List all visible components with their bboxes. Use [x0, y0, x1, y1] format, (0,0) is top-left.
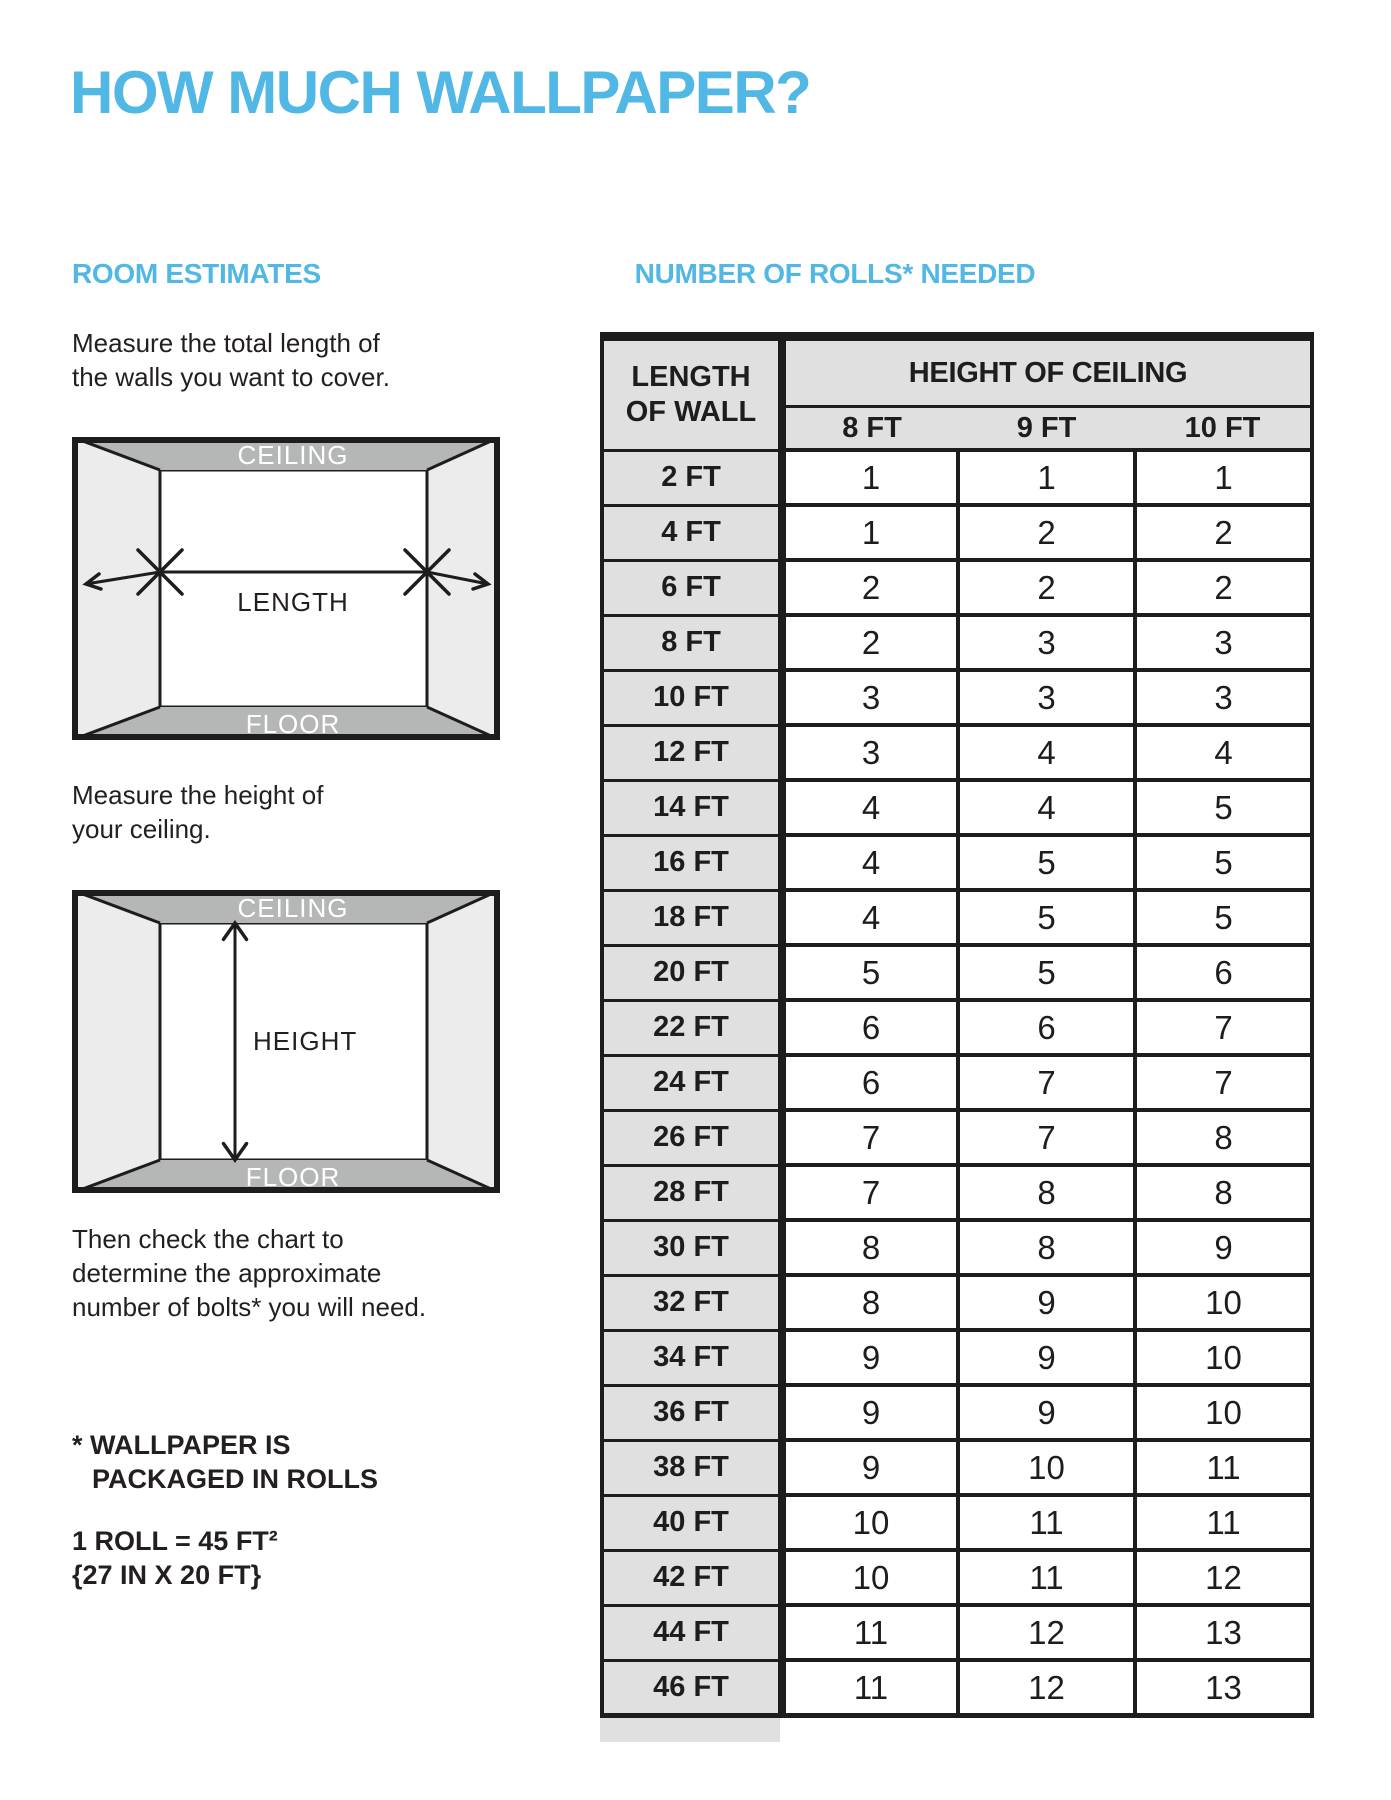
wall-length-cell: 20 FT	[602, 945, 782, 1000]
rolls-count-cell: 2	[958, 505, 1135, 560]
wall-length-cell: 22 FT	[602, 1000, 782, 1055]
rolls-count-cell: 4	[782, 890, 958, 945]
rolls-count-cell: 5	[958, 835, 1135, 890]
table-row	[602, 1495, 1312, 1550]
table-row	[602, 670, 1312, 725]
page-title: HOW MUCH WALLPAPER?	[70, 59, 811, 126]
step2-text	[72, 778, 324, 846]
table-row	[602, 835, 1312, 890]
rolls-count-cell: 3	[958, 615, 1135, 670]
rolls-count-cell: 9	[1135, 1220, 1312, 1275]
table-row	[602, 505, 1312, 560]
step2-line2: your ceiling.	[72, 814, 211, 844]
rolls-count-cell: 4	[958, 725, 1135, 780]
rolls-count-cell: 3	[782, 725, 958, 780]
rolls-count-cell: 13	[1135, 1660, 1312, 1716]
rolls-count-cell: 11	[1135, 1440, 1312, 1495]
rolls-count-cell: 11	[1135, 1495, 1312, 1550]
rolls-count-cell: 10	[782, 1550, 958, 1605]
rolls-table-container	[600, 332, 1310, 1742]
rolls-count-cell: 10	[1135, 1330, 1312, 1385]
rolls-count-cell: 10	[1135, 1385, 1312, 1440]
row-header-column-stub	[600, 1718, 780, 1742]
rolls-count-cell: 5	[1135, 780, 1312, 835]
wall-length-cell: 28 FT	[602, 1165, 782, 1220]
wall-length-cell: 40 FT	[602, 1495, 782, 1550]
row-header-cell	[602, 337, 782, 451]
right-wall	[427, 890, 500, 1193]
wall-length-cell: 30 FT	[602, 1220, 782, 1275]
table-row	[602, 1220, 1312, 1275]
step3-line3: number of bolts* you will need.	[72, 1292, 427, 1322]
wall-length-cell: 34 FT	[602, 1330, 782, 1385]
wall-length-cell: 44 FT	[602, 1605, 782, 1660]
rolls-count-cell: 7	[782, 1165, 958, 1220]
table-row	[602, 1605, 1312, 1660]
wall-length-cell: 18 FT	[602, 890, 782, 945]
rolls-count-cell: 10	[782, 1495, 958, 1550]
rolls-count-cell: 5	[782, 945, 958, 1000]
rolls-count-cell: 3	[1135, 670, 1312, 725]
rolls-count-cell: 5	[958, 890, 1135, 945]
ceiling-label: CEILING	[237, 893, 349, 923]
rolls-count-cell: 8	[958, 1220, 1135, 1275]
rolls-count-cell: 2	[1135, 505, 1312, 560]
rolls-count-cell: 1	[782, 450, 958, 505]
step3-text	[72, 1222, 426, 1324]
height-arrow	[224, 923, 247, 1160]
table-row	[602, 1165, 1312, 1220]
table-row	[602, 1055, 1312, 1110]
table-row	[602, 1550, 1312, 1605]
step1-line1: Measure the total length of	[72, 328, 380, 358]
table-row	[602, 1440, 1312, 1495]
rolls-count-cell: 10	[958, 1440, 1135, 1495]
rolls-count-cell: 7	[958, 1055, 1135, 1110]
rolls-count-cell: 8	[958, 1165, 1135, 1220]
wall-length-cell: 6 FT	[602, 560, 782, 615]
row-header-line1: LENGTH	[631, 360, 751, 393]
rolls-count-cell: 3	[958, 670, 1135, 725]
floor-label: FLOOR	[245, 1162, 341, 1192]
height-label: HEIGHT	[253, 1026, 358, 1056]
room-estimates-heading: ROOM ESTIMATES	[72, 258, 321, 289]
rolls-count-cell: 11	[958, 1495, 1135, 1550]
length-diagram	[72, 437, 500, 740]
table-row	[602, 450, 1312, 505]
table-row	[602, 1385, 1312, 1440]
step2-line1: Measure the height of	[72, 780, 324, 810]
rolls-count-cell: 9	[782, 1440, 958, 1495]
rolls-count-cell: 6	[782, 1000, 958, 1055]
header-row-group	[602, 337, 1312, 407]
rolls-count-cell: 9	[958, 1330, 1135, 1385]
rolls-count-cell: 5	[958, 945, 1135, 1000]
footnote-rolls-line2: PACKAGED IN ROLLS	[92, 1464, 379, 1494]
rolls-count-cell: 8	[1135, 1165, 1312, 1220]
rolls-count-cell: 9	[958, 1275, 1135, 1330]
rolls-count-cell: 13	[1135, 1605, 1312, 1660]
rolls-count-cell: 5	[1135, 835, 1312, 890]
rolls-count-cell: 9	[782, 1330, 958, 1385]
rolls-table-body	[602, 450, 1312, 1716]
wall-length-cell: 36 FT	[602, 1385, 782, 1440]
row-header-line2: OF WALL	[625, 395, 757, 428]
rolls-count-cell: 6	[782, 1055, 958, 1110]
wall-length-cell: 16 FT	[602, 835, 782, 890]
wall-length-cell: 10 FT	[602, 670, 782, 725]
table-row	[602, 615, 1312, 670]
table-row	[602, 1110, 1312, 1165]
rolls-count-cell: 7	[1135, 1055, 1312, 1110]
table-row	[602, 725, 1312, 780]
wall-length-cell: 42 FT	[602, 1550, 782, 1605]
rolls-count-cell: 2	[782, 615, 958, 670]
rolls-count-cell: 11	[782, 1660, 958, 1716]
rolls-count-cell: 11	[782, 1605, 958, 1660]
column-header-8ft: 8 FT	[782, 407, 958, 451]
step1-line2: the walls you want to cover.	[72, 362, 390, 392]
rolls-count-cell: 4	[958, 780, 1135, 835]
floor-label: FLOOR	[245, 709, 341, 739]
rolls-count-cell: 12	[958, 1660, 1135, 1716]
height-diagram	[72, 890, 500, 1193]
table-row	[602, 945, 1312, 1000]
step3-line2: determine the approximate	[72, 1258, 382, 1288]
rolls-count-cell: 4	[782, 835, 958, 890]
rolls-count-cell: 6	[1135, 945, 1312, 1000]
rolls-count-cell: 8	[782, 1220, 958, 1275]
table-row	[602, 560, 1312, 615]
rolls-count-cell: 12	[958, 1605, 1135, 1660]
length-label: LENGTH	[237, 587, 349, 617]
rolls-count-cell: 4	[782, 780, 958, 835]
rolls-count-cell: 4	[1135, 725, 1312, 780]
wall-length-cell: 24 FT	[602, 1055, 782, 1110]
wall-length-cell: 32 FT	[602, 1275, 782, 1330]
table-row	[602, 780, 1312, 835]
footnote-rolls	[72, 1428, 378, 1496]
column-header-9ft: 9 FT	[958, 407, 1135, 451]
column-header-10ft: 10 FT	[1135, 407, 1312, 451]
rolls-count-cell: 1	[782, 505, 958, 560]
rolls-count-cell: 7	[958, 1110, 1135, 1165]
wall-length-cell: 2 FT	[602, 450, 782, 505]
rolls-count-cell: 10	[1135, 1275, 1312, 1330]
rolls-table-heading: NUMBER OF ROLLS* NEEDED	[634, 258, 1036, 289]
step1-text	[72, 326, 390, 394]
rolls-count-cell: 11	[958, 1550, 1135, 1605]
wall-length-cell: 46 FT	[602, 1660, 782, 1716]
wall-length-cell: 12 FT	[602, 725, 782, 780]
table-row	[602, 1275, 1312, 1330]
table-row	[602, 1660, 1312, 1716]
rolls-count-cell: 9	[782, 1385, 958, 1440]
rolls-count-cell: 1	[1135, 450, 1312, 505]
wall-length-cell: 14 FT	[602, 780, 782, 835]
rolls-count-cell: 2	[1135, 560, 1312, 615]
wall-length-cell: 38 FT	[602, 1440, 782, 1495]
table-row	[602, 1000, 1312, 1055]
wall-length-cell: 8 FT	[602, 615, 782, 670]
footnote-size	[72, 1524, 278, 1592]
rolls-count-cell: 8	[1135, 1110, 1312, 1165]
rolls-count-cell: 7	[782, 1110, 958, 1165]
step3-line1: Then check the chart to	[72, 1224, 344, 1254]
ceiling-label: CEILING	[237, 440, 349, 470]
table-row	[602, 890, 1312, 945]
rolls-count-cell: 6	[958, 1000, 1135, 1055]
rolls-count-cell: 3	[782, 670, 958, 725]
wall-length-cell: 26 FT	[602, 1110, 782, 1165]
rolls-count-cell: 7	[1135, 1000, 1312, 1055]
footnote-size-line2: {27 IN X 20 FT}	[72, 1560, 262, 1590]
rolls-table	[600, 332, 1314, 1718]
footnote-rolls-line1: * WALLPAPER IS	[72, 1430, 291, 1460]
rolls-count-cell: 3	[1135, 615, 1312, 670]
rolls-count-cell: 12	[1135, 1550, 1312, 1605]
footnote-size-line1: 1 ROLL = 45 FT²	[72, 1526, 278, 1556]
left-wall	[72, 890, 160, 1193]
table-row	[602, 1330, 1312, 1385]
rolls-count-cell: 5	[1135, 890, 1312, 945]
right-wall	[427, 437, 500, 740]
rolls-count-cell: 2	[782, 560, 958, 615]
left-wall	[72, 437, 160, 740]
rolls-count-cell: 8	[782, 1275, 958, 1330]
rolls-count-cell: 1	[958, 450, 1135, 505]
height-of-ceiling-header: HEIGHT OF CEILING	[782, 337, 1312, 407]
rolls-count-cell: 9	[958, 1385, 1135, 1440]
rolls-count-cell: 2	[958, 560, 1135, 615]
wall-length-cell: 4 FT	[602, 505, 782, 560]
